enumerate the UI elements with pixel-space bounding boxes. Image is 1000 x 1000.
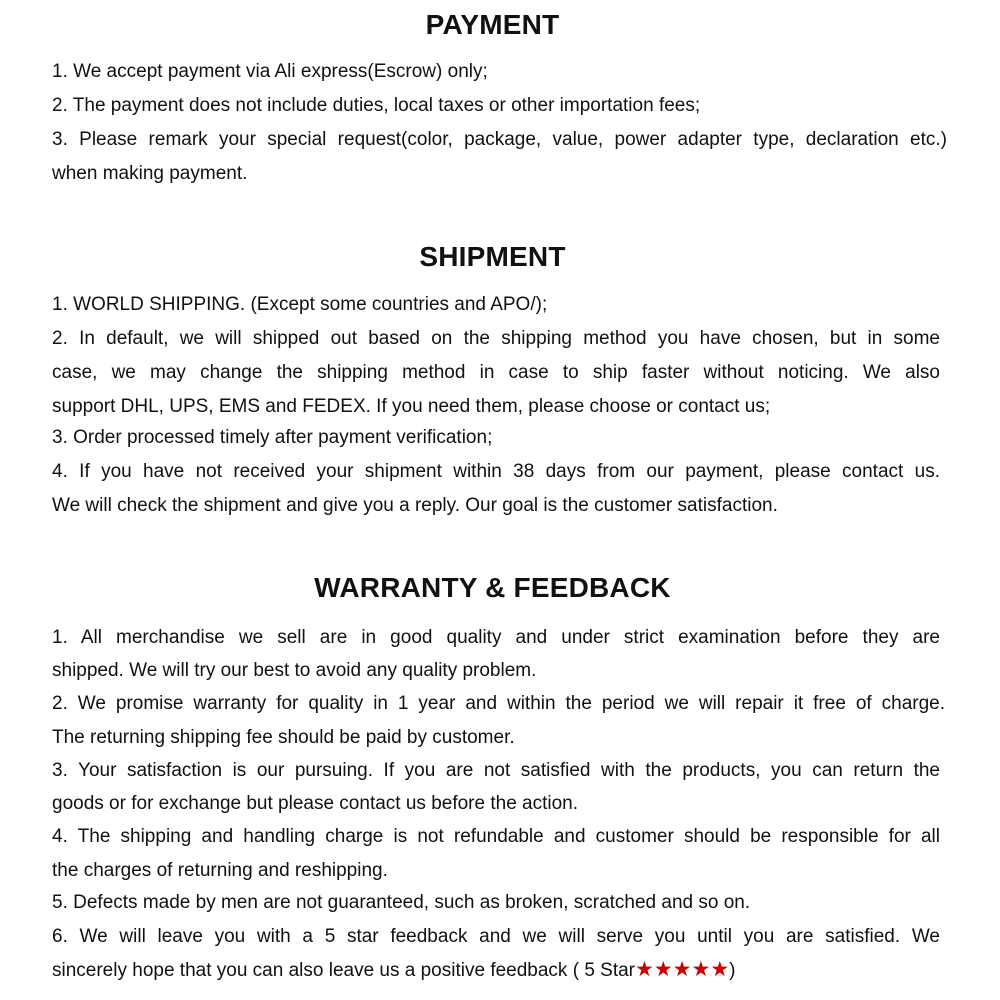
- warranty-item-6: 6. We will leave you with a 5 star feedback and we will serve you until you are satisfied. We: [52, 926, 940, 947]
- warranty-item-2: 2. We promise warranty for quality in 1 year and within the period we will repair it free of charge.: [52, 693, 945, 714]
- warranty-item-4: 4. The shipping and handling charge is not refundable and customer should be responsible for all: [52, 826, 940, 847]
- shipment-item-1: 1. WORLD SHIPPING. (Except some countries and APO/);: [52, 294, 548, 315]
- five-star-rating-icon: ★★★★★: [635, 958, 730, 981]
- shipment-item-2-cont-2: support DHL, UPS, EMS and FEDEX. If you need them, please choose or contact us;: [52, 396, 771, 417]
- warranty-item-1: 1. All merchandise we sell are in good quality and under strict examination before they are: [52, 627, 940, 648]
- shipment-item-2-cont: case, we may change the shipping method in case to ship faster without noticing. We also: [52, 362, 940, 383]
- shipment-item-4-cont: We will check the shipment and give you a reply. Our goal is the customer satisfaction.: [52, 495, 778, 516]
- warranty-item-2-cont: The returning shipping fee should be paid by customer.: [52, 727, 515, 748]
- payment-heading: PAYMENT: [425, 9, 560, 40]
- payment-item-2: 2. The payment does not include duties, local taxes or other importation fees;: [52, 95, 701, 116]
- warranty-item-1-cont: shipped. We will try our best to avoid any quality problem.: [52, 660, 537, 681]
- feedback-text: sincerely hope that you can also leave us a positive feedback ( 5 Star: [52, 960, 636, 981]
- shipment-item-4: 4. If you have not received your shipment within 38 days from our payment, please contact us.: [52, 461, 940, 482]
- warranty-heading: WARRANTY & FEEDBACK: [314, 572, 671, 603]
- shipment-heading: SHIPMENT: [419, 241, 566, 272]
- warranty-item-3: 3. Your satisfaction is our pursuing. If you are not satisfied with the products, you can return the: [52, 760, 940, 781]
- shipment-item-2: 2. In default, we will shipped out based on the shipping method you have chosen, but in some: [52, 328, 940, 349]
- payment-item-3: 3. Please remark your special request(color, package, value, power adapter type, declaration etc.): [52, 129, 947, 150]
- warranty-item-3-cont: goods or for exchange but please contact us before the action.: [52, 793, 579, 814]
- feedback-close-paren: ): [729, 960, 736, 981]
- warranty-item-4-cont: the charges of returning and reshipping.: [52, 860, 388, 881]
- warranty-item-5: 5. Defects made by men are not guaranteed, such as broken, scratched and so on.: [52, 892, 751, 913]
- payment-item-1: 1. We accept payment via Ali express(Escrow) only;: [52, 61, 488, 82]
- shipment-item-3: 3. Order processed timely after payment verification;: [52, 427, 493, 448]
- payment-item-3-cont: when making payment.: [52, 163, 248, 184]
- warranty-item-6-cont: [52, 958, 940, 983]
